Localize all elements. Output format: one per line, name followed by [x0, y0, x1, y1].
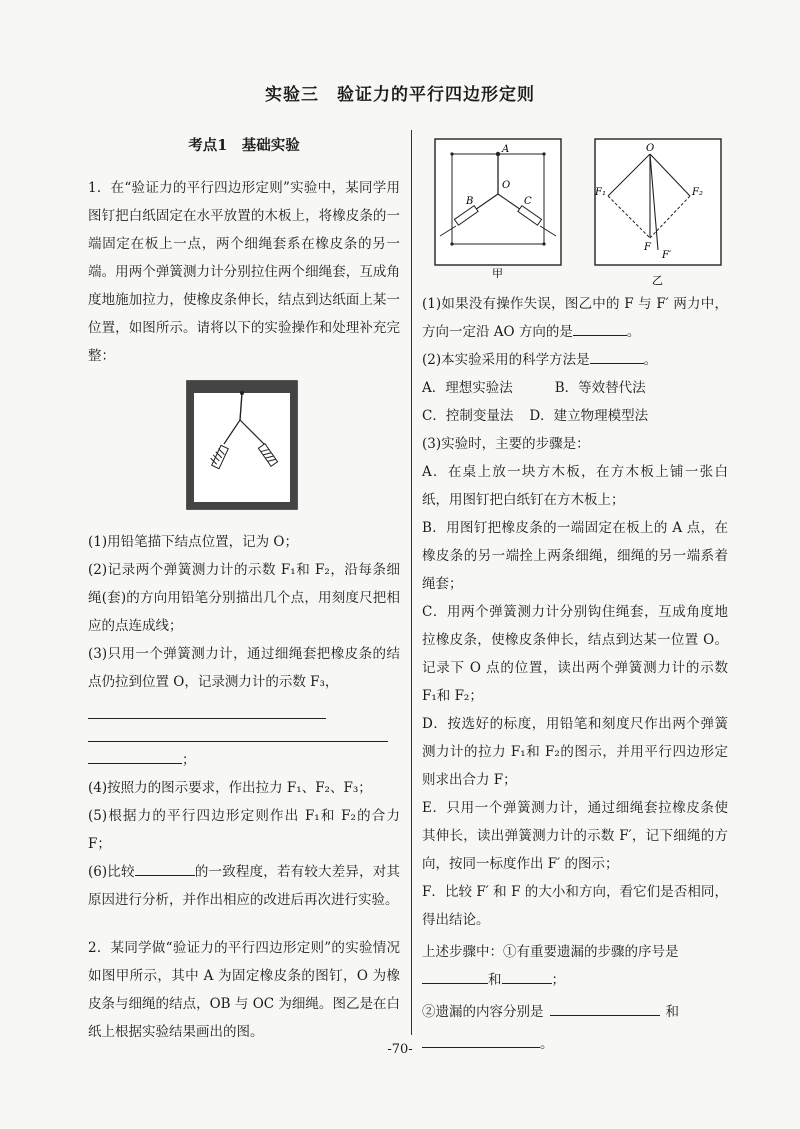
missing-content-blank-1[interactable]: [550, 1000, 660, 1016]
step-b: B．用图钉把橡皮条的一端固定在板上的 A 点，在橡皮条的另一端拴上两条细绳，细绳的另一端系着绳套；: [422, 520, 728, 592]
column-divider: [411, 130, 412, 1035]
q1-step2: (2)记录两个弹簧测力计的示数 F₁和 F₂，沿每条细绳(套)的方向用铅笔分别描出几个点，用刻度尺把相应的点连成线；: [88, 562, 400, 634]
q2-part1: (1)如果没有操作失误，图乙中的 F 与 F′ 两力中，方向一定沿 AO 方向的是: [422, 296, 728, 340]
right-column: [422, 128, 728, 1058]
label-O-yi: O: [646, 143, 655, 154]
q1-compare-blank[interactable]: [135, 860, 195, 876]
q2-part3: (3)实验时，主要的步骤是：: [422, 436, 590, 452]
q2-intro: 2．某同学做“验证力的平行四边形定则”的实验情况如图甲所示，其中 A 为固定橡皮条的图钉，O 为橡皮条与细绳的结点，OB 与 OC 为细绳。图乙是在白纸上根据实验结果画出的图。: [88, 940, 400, 1040]
q1-answer-line-3[interactable]: [88, 748, 182, 764]
step-d: D．按选好的标度，用铅笔和刻度尺作出两个弹簧测力计的拉力 F₁和 F₂的图示，并用平行四边形定则求出合力 F；: [422, 716, 728, 788]
q1-step4: (4)按照力的图示要求，作出拉力 F₁、F₂、F₃；: [88, 780, 372, 796]
omitted-step-blank-2[interactable]: [502, 968, 552, 984]
left-column: [88, 128, 400, 1046]
label-F: F: [644, 242, 651, 253]
q2-part2: (2)本实验采用的科学方法是: [422, 352, 590, 368]
page-title: 实验三 验证力的平行四边形定则: [265, 85, 535, 105]
q1-step3: (3)只用一个弹簧测力计，通过细绳套把橡皮条的结点仍拉到位置 O，记录测力计的示数 F₃，: [88, 646, 400, 690]
q1-intro: 1．在“验证力的平行四边形定则”实验中，某同学用图钉把白纸固定在水平放置的木板上，将橡皮条的一端固定在板上一点，两个细绳套系在橡皮条的另一端。用两个弹簧测力计分别拉住两个细绳套，互成角度地施加拉力，使橡皮条伸长，结点到达纸面上某一位置，如图所示。请将以下的实验操作和处理补充完整：: [88, 180, 400, 364]
and-text: 和: [488, 972, 502, 988]
q1-step6-prefix: (6)比较: [88, 864, 135, 880]
label-F1: F₁: [595, 187, 606, 198]
label-C: C: [524, 196, 532, 207]
label-Fprime: F′: [662, 250, 672, 261]
option-a: A．理想实验法: [422, 380, 513, 396]
step-a: A．在桌上放一块方木板，在方木板上铺一张白纸，用图钉把白纸钉在方木板上；: [422, 464, 728, 508]
page-number: -70-: [387, 1042, 413, 1057]
q1-answer-line-2[interactable]: [88, 719, 388, 742]
step-e: E．只用一个弹簧测力计，通过细绳套拉橡皮条使其伸长，读出弹簧测力计的示数 F′，记下细绳的方向，按同一标度作出 F′ 的图示；: [422, 800, 728, 872]
period-text: 。: [540, 1036, 554, 1052]
step-c: C．用两个弹簧测力计分别钩住绳套，互成角度地拉橡皮条，使橡皮条伸长，结点到达某一位置 O。记录下 O 点的位置，读出两个弹簧测力计的示数 F₁和 F₂；: [422, 604, 728, 704]
figure-jia: [434, 138, 562, 278]
option-b: B．等效替代法: [554, 380, 646, 396]
q1-answer-line-1[interactable]: [88, 696, 326, 719]
label-F2: F₂: [692, 187, 703, 198]
label-A: A: [502, 144, 510, 155]
q2-figures: [422, 128, 728, 290]
q2-part1-blank[interactable]: [573, 320, 627, 336]
figure-yi: [594, 138, 722, 288]
q1-step1: (1)用铅笔描下结点位置，记为 O；: [88, 534, 298, 550]
q2-part2-blank[interactable]: [590, 348, 644, 364]
q2-part1-end: 。: [626, 324, 641, 340]
option-d: D．建立物理模型法: [529, 408, 649, 424]
q1-step5: (5)根据力的平行四边形定则作出 F₁和 F₂的合力 F；: [88, 808, 400, 852]
caption-yi: 乙: [652, 274, 663, 287]
omitted-step-blank-1[interactable]: [422, 968, 488, 984]
label-B: B: [466, 196, 474, 207]
missing-content-prompt: ②遗漏的内容分别是: [422, 1004, 544, 1020]
step-f: F．比较 F′ 和 F 的大小和方向，看它们是否相同，得出结论。: [422, 884, 728, 928]
semicolon-text: ；: [551, 972, 565, 988]
option-c: C．控制变量法: [422, 408, 514, 424]
q2-omission-prompt: 上述步骤中：①有重要遗漏的步骤的序号是: [422, 944, 679, 960]
q1-figure: [186, 380, 400, 520]
q1-step6-suffix: 的一致程度，若有较大差异，对其原因进行分析，并作出相应的改进后再次进行实验。: [88, 864, 400, 908]
section-heading: 考点1 基础实验: [188, 137, 300, 154]
caption-jia: 甲: [492, 267, 503, 278]
and-text-2: 和: [665, 1004, 679, 1020]
q2-part2-end: 。: [643, 352, 658, 368]
q1-step3-end: ；: [182, 752, 196, 768]
label-O: O: [502, 180, 511, 191]
